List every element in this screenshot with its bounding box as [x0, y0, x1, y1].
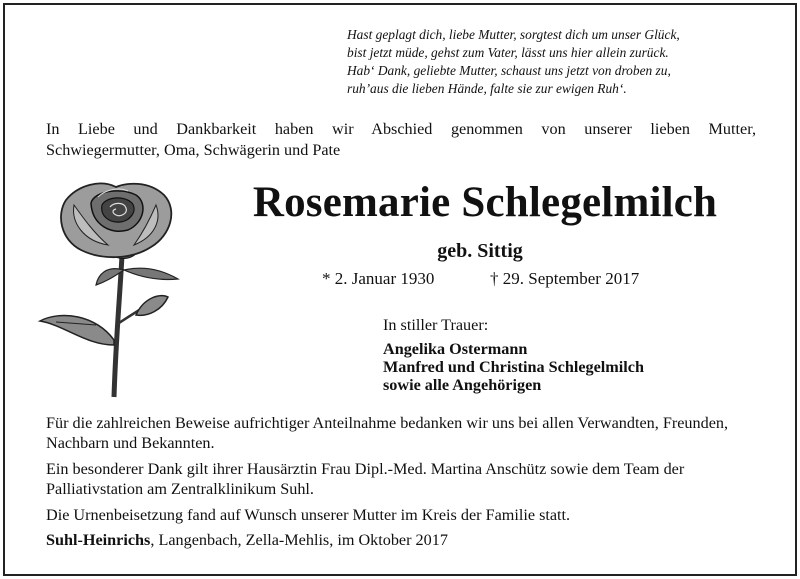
- poem-line: bist jetzt müde, gehst zum Vater, lässt uns hier allein zurück.: [347, 45, 669, 60]
- poem-line: ruh’aus die lieben Hände, falte sie zur ewigen Ruh‘.: [347, 81, 627, 96]
- mourners-label: In stiller Trauer:: [383, 316, 489, 334]
- closing-line: [46, 531, 448, 550]
- poem-line: Hab‘ Dank, geliebte Mutter, schaust uns jetzt von droben zu,: [347, 63, 671, 78]
- closing-place: Suhl-Heinrichs: [46, 531, 151, 549]
- mourners-list: [383, 340, 644, 394]
- maiden-name: geb. Sittig: [437, 240, 523, 262]
- rose-icon: [36, 175, 186, 403]
- intro-text: [46, 119, 756, 161]
- thanks-paragraph: Für die zahlreichen Beweise aufrichtiger Anteilnahme bedanken wir uns bei allen Verwandten, Freunden, Nachbarn und Bekannten.: [46, 414, 729, 452]
- burial-paragraph: Die Urnenbeisetzung fand auf Wunsch unserer Mutter im Kreis der Familie statt.: [46, 506, 571, 524]
- intro-line: Schwiegermutter, Oma, Schwägerin und Pate: [46, 141, 341, 159]
- poem-line: Hast geplagt dich, liebe Mutter, sorgtest dich um unser Glück,: [347, 27, 680, 42]
- mourner-name: Manfred und Christina Schlegelmilch: [383, 358, 644, 376]
- deceased-name: Rosemarie Schlegelmilch: [252, 179, 718, 226]
- special-thanks-paragraph: Ein besonderer Dank gilt ihrer Hausärztin Frau Dipl.-Med. Martina Anschütz sowie dem Team der Palliativstation am Zentralklinikum Suhl.: [46, 460, 685, 498]
- mourner-name: Angelika Ostermann: [383, 340, 528, 358]
- closing-rest: , Langenbach, Zella-Mehlis, im Oktober 2017: [150, 531, 448, 549]
- mourner-name: sowie alle Angehörigen: [383, 376, 542, 394]
- poem: [347, 26, 767, 98]
- intro-line: In Liebe und Dankbarkeit haben wir Abschied genommen von unserer lieben Mutter,: [46, 120, 756, 138]
- birth-date: * 2. Januar 1930: [322, 269, 435, 288]
- death-date: † 29. September 2017: [490, 269, 640, 288]
